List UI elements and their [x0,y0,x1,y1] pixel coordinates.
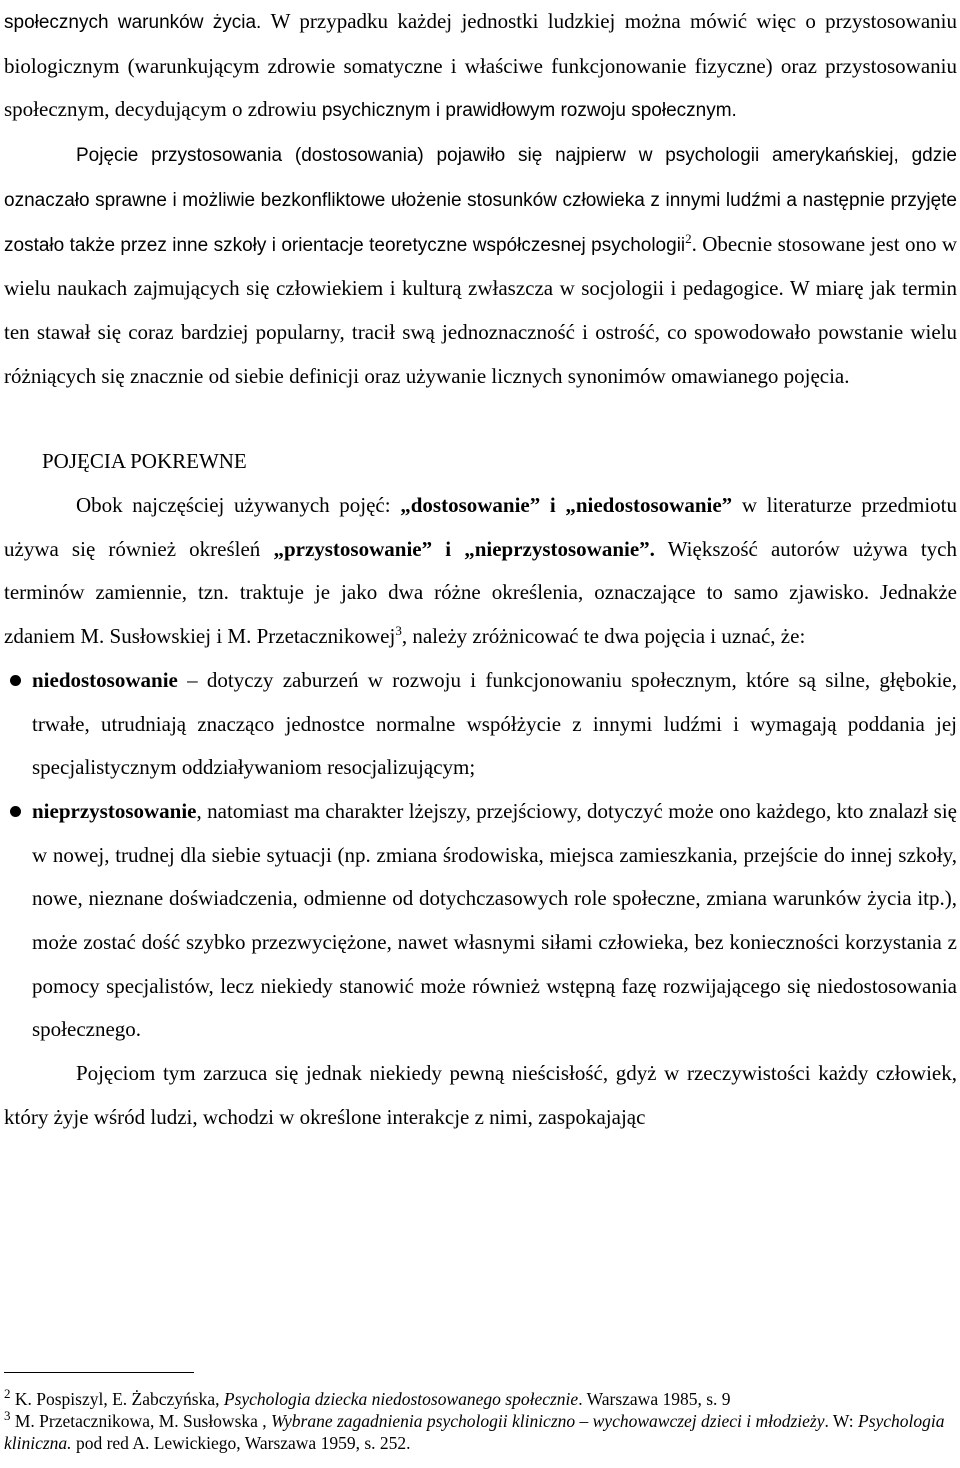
bullet-icon [10,806,21,817]
text-run: w literaturze przedmiotu używa się również określeń [4,493,957,561]
text-run: Obok najczęściej używanych pojęć: [76,493,401,518]
footnote-title: Psychologia dziecka niedostosowanego społecznie [223,1389,579,1409]
bold-terms: „przystosowanie” i „nieprzystosowanie”. [273,536,655,561]
bold-terms: „dostosowanie” i „niedostosowanie” [400,493,733,518]
footnote-title: Wybrane zagadnienia psychologii kliniczno – wychowawczej dzieci i młodzieży [271,1411,825,1431]
footnote-text: M. Przetacznikowa, M. Susłowska , [10,1411,272,1431]
bullet-icon [10,675,21,686]
text-run: psychicznym i prawidłowym rozwoju społecznym. [316,100,737,122]
footnote-number: 3 [4,1408,11,1424]
definition-term: nieprzystosowanie [32,798,197,823]
footnote-3 [4,1410,957,1454]
text-run: społecznych warunków życia. [4,12,271,33]
footnote-divider [4,1372,194,1373]
footnote-2 [4,1388,957,1410]
footnote-number: 2 [4,1386,11,1402]
footnote-text: pod red A. Lewickiego, Warszawa 1959, s. 252. [71,1433,411,1453]
footnote-title: Psychologia kliniczna. [4,1411,945,1453]
paragraph-criticism: Pojęciom tym zarzuca się jednak niekiedy pewną nieścisłość, gdyż w rzeczywistości każdy człowiek, który żyje wśród ludzi, wchodzi w określone interakcje z nimi, zaspokajając [4,1061,957,1129]
definition-text: , natomiast ma charakter lżejszy, przejściowy, dotyczyć może ono każdego, kto znalazł się w nowej, trudnej dla siebie sytuacji (np. zmiana środowiska, miejsca zamieszkania, przejście do innej szkoły, nowe, nieznane doświadczenia, odmienne od dotychczasowych role społeczne, zmiana warunków życia itp.), może zostać dość szybko przezwyciężone, nawet własnymi siłami człowieka, bez konieczności korzystania z pomocy specjalistów, lecz niekiedy stanowić może również wstępną fazę rozwijającego się niedostosowania społecznego. [32,798,957,1042]
text-run: , należy zróżnicować te dwa pojęcia i uznać, że: [401,624,806,649]
definition-list [4,659,957,1052]
text-run: Większość autorów używa tych terminów zamiennie, tzn. traktuje je jako dwa różne określenia, oznaczające to samo zjawisko. Jednakże zdaniem M. Susłowskiej i M. Przetacznikowej [4,536,957,649]
paragraph-adaptation-types [4,0,957,133]
paragraph-related-terms [4,484,957,659]
definition-text: – dotyczy zaburzeń w rozwoju i funkcjonowaniu społecznym, które są silne, głębokie, trwałe, utrudniają znacząco jednostce normalne współżycie z innymi ludźmi i wymagają poddania jej specjalistycznym oddziaływaniom resocjalizującym; [32,667,957,780]
footnote-ref-2: 2 [685,230,692,246]
list-item [4,790,957,1052]
section-heading: POJĘCIA POKREWNE [42,449,247,474]
paragraph-adaptation-concept [4,133,957,398]
footnote-text: . Warszawa 1985, s. 9 [578,1389,731,1409]
list-item [4,659,957,790]
footnotes [4,1388,957,1454]
text-run: . Obecnie stosowane jest ono w wielu naukach zajmujących się człowiekiem i kulturą zwłaszcza w socjologii i pedagogice. W miarę jak termin ten stawał się coraz bardziej popularny, tracił swą jednoznaczność i ostrość, co spowodowało powstanie wielu różniących się znacznie od siebie definicji oraz używanie licznych synonimów omawianego pojęcia. [4,231,957,388]
definition-term: niedostosowanie [32,667,178,692]
footnote-ref-3: 3 [395,623,402,639]
text-run: W przypadku każdej jednostki ludzkiej można mówić więc o przystosowaniu biologicznym (warunkującym zdrowie somatyczne i właściwe funkcjonowanie fizyczne) oraz przystosowaniu społecznym, decydującym o zdrowiu [4,9,957,122]
text-run: Pojęcie przystosowania (dostosowania) pojawiło się najpierw w psychologii amerykańskiej, gdzie oznaczało sprawne i możliwie bezkonfliktowe ułożenie stosunków człowieka z innymi ludźmi a następnie przyjęte zostało także przez inne szkoły i orientacje teoretyczne współczesnej psychologii [4,145,957,256]
footnote-text: . W: [824,1411,859,1431]
footnote-text: K. Pospiszyl, E. Żabczyńska, [10,1389,224,1409]
